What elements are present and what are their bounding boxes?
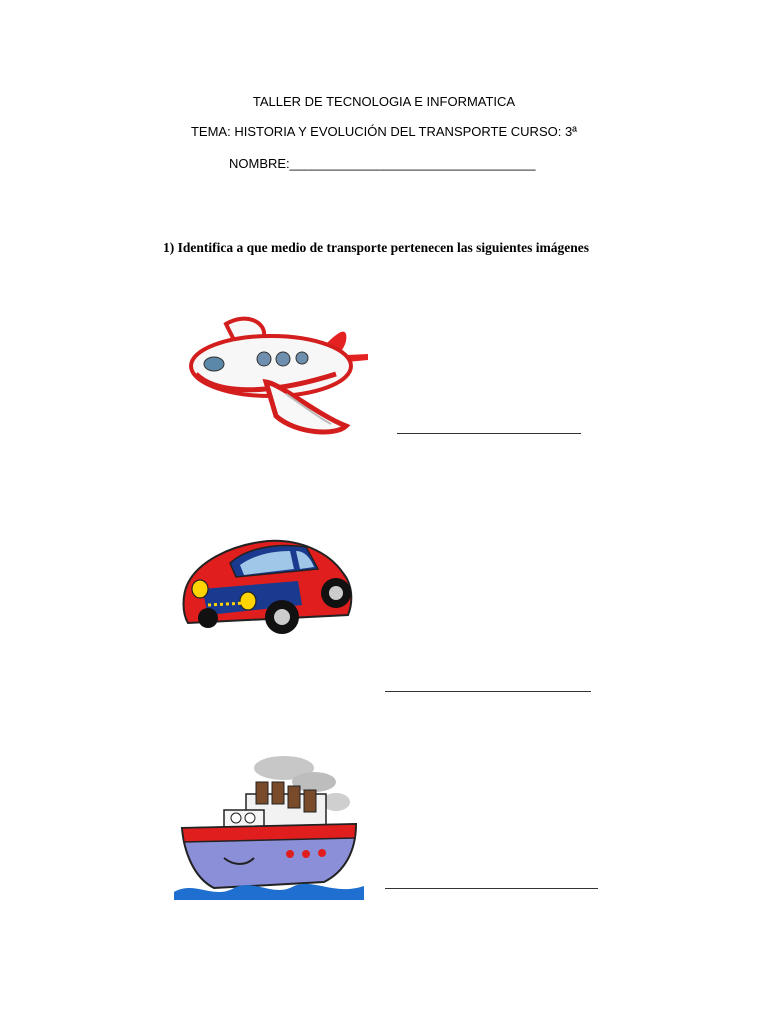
answer-line-1[interactable] bbox=[397, 433, 581, 434]
topic-line: TEMA: HISTORIA Y EVOLUCIÓN DEL TRANSPORTE CURSO: 3ª bbox=[190, 124, 577, 139]
name-line: NOMBRE:__________________________________ bbox=[229, 156, 536, 171]
question-1: 1) Identifica a que medio de transporte pertenecen las siguientes imágenes bbox=[163, 240, 589, 255]
airplane-icon bbox=[176, 304, 371, 442]
ship-icon bbox=[174, 752, 364, 900]
answer-line-2[interactable] bbox=[385, 691, 591, 692]
worksheet-title: TALLER DE TECNOLOGIA E INFORMATICA bbox=[252, 94, 516, 109]
car-icon bbox=[178, 523, 356, 653]
answer-line-3[interactable] bbox=[385, 888, 598, 889]
